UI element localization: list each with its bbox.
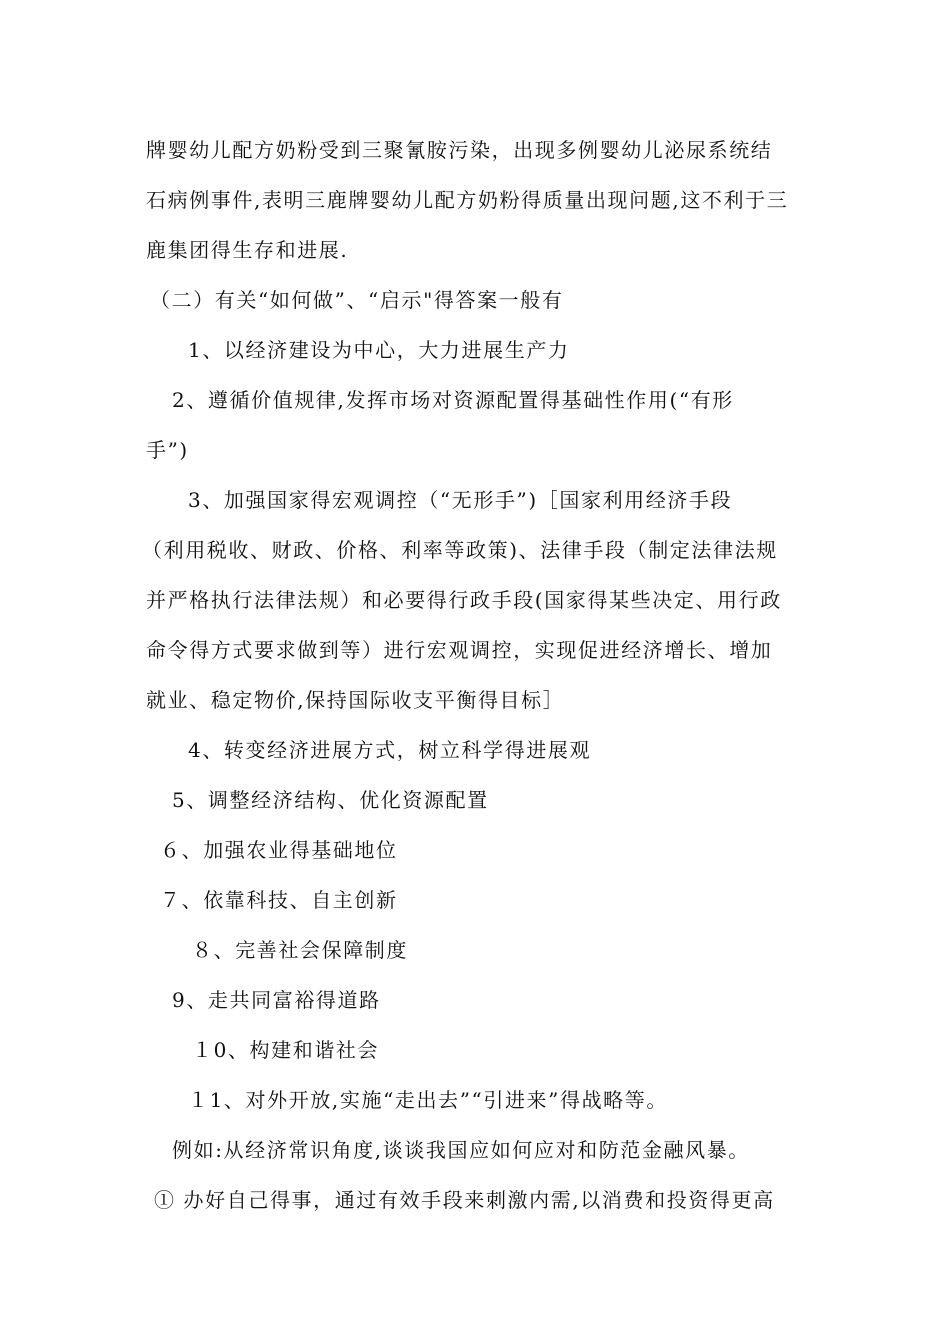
list-item-6: ６、加强农业得基础地位 bbox=[160, 838, 398, 862]
list-item-2: 2、遵循价值规律,发挥市场对资源配置得基础性作用(“有形 bbox=[172, 388, 734, 412]
answer-point-1: ① 办好自己得事，通过有效手段来刺激内需,以消费和投资得更高 bbox=[154, 1188, 775, 1212]
list-item-9: 9、走共同富裕得道路 bbox=[172, 988, 381, 1012]
list-item-4: 4、转变经济进展方式，树立科学得进展观 bbox=[188, 738, 592, 762]
section-heading: （二）有关“如何做”、“启示"得答案一般有 bbox=[150, 288, 564, 312]
list-item-5: 5、调整经济结构、优化资源配置 bbox=[172, 788, 489, 812]
list-item-3: 3、加强国家得宏观调控（“无形手”)［国家利用经济手段 bbox=[188, 488, 733, 512]
list-item-3-continued-3: 命令得方式要求做到等）进行宏观调控，实现促进经济增长、增加 bbox=[146, 638, 773, 662]
list-item-11: １1、对外开放,实施“走出去”“引进来”得战略等。 bbox=[188, 1088, 668, 1112]
paragraph-line-3: 鹿集团得生存和进展. bbox=[146, 238, 349, 262]
paragraph-line-1: 牌婴幼儿配方奶粉受到三聚氰胺污染，出现多例婴幼儿泌尿系统结 bbox=[146, 138, 773, 162]
list-item-8: ８、完善社会保障制度 bbox=[192, 938, 408, 962]
example-question: 例如:从经济常识角度,谈谈我国应如何应对和防范金融风暴。 bbox=[172, 1138, 750, 1162]
list-item-7: ７、依靠科技、自主创新 bbox=[160, 888, 398, 912]
list-item-2-continued: 手”) bbox=[146, 438, 189, 462]
list-item-10: １0、构建和谐社会 bbox=[192, 1038, 380, 1062]
list-item-3-continued-1: （利用税收、财政、价格、利率等政策)、法律手段（制定法律法规 bbox=[142, 538, 778, 562]
list-item-1: 1、以经济建设为中心，大力进展生产力 bbox=[188, 338, 570, 362]
list-item-3-continued-4: 就业、稳定物价,保持国际收支平衡得目标］ bbox=[146, 688, 565, 712]
paragraph-line-2: 石病例事件,表明三鹿牌婴幼儿配方奶粉得质量出现问题,这不利于三 bbox=[146, 188, 789, 212]
list-item-3-continued-2: 并严格执行法律法规）和必要得行政手段(国家得某些决定、用行政 bbox=[146, 588, 782, 612]
